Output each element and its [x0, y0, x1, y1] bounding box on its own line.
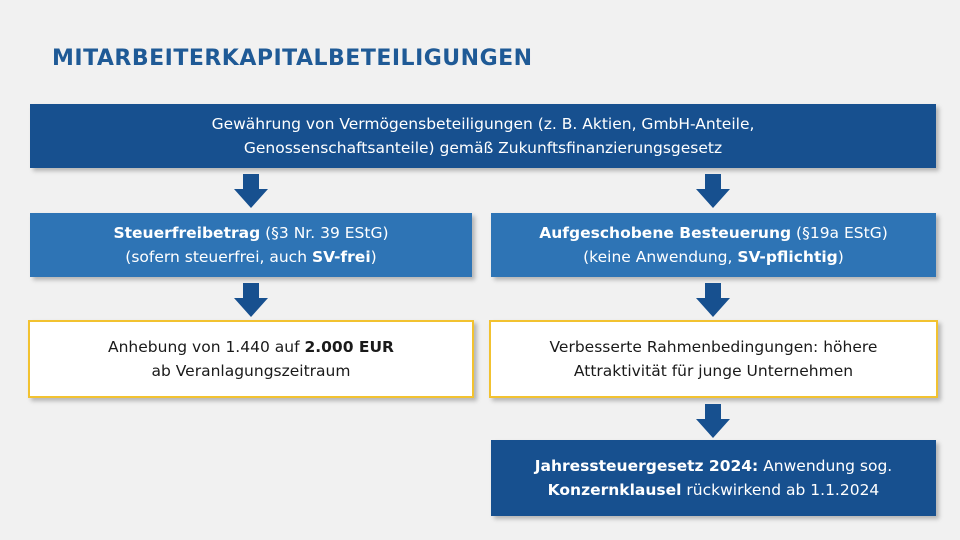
veranlagungszeitraum-text: ab Veranlagungszeitraum [151, 362, 351, 380]
arrow-down-icon [696, 404, 730, 438]
konzernklausel-rest: rückwirkend ab 1.1.2024 [681, 481, 880, 499]
aufgeschobene-besteuerung-box [491, 213, 936, 277]
top-box-line-2: Genossenschaftsanteile) gemäß Zukunftsfinanzierungsgesetz [243, 139, 723, 157]
anhebung-amount: 2.000 EUR [304, 338, 394, 356]
aufgeschobene-besteuerung-label: Aufgeschobene Besteuerung [539, 224, 792, 242]
jahressteuergesetz-box [491, 440, 936, 516]
steuerfreibetrag-box [30, 213, 472, 277]
konzernklausel-label: Konzernklausel [547, 481, 682, 499]
aufgeschobene-besteuerung-reference: (§19a EStG) [791, 224, 888, 242]
sv-pflichtig-label: SV-pflichtig [737, 248, 838, 266]
top-box-line-1: Gewährung von Vermögensbeteiligungen (z. B. Aktien, GmbH-Anteile, [211, 115, 755, 133]
jahressteuergesetz-rest: Anwendung sog. [758, 457, 893, 475]
anhebung-text: Anhebung von 1.440 auf [108, 338, 305, 356]
arrow-down-icon [696, 174, 730, 208]
top-box-zukunftsfinanzierungsgesetz [30, 104, 936, 168]
arrow-down-icon [234, 174, 268, 208]
rahmenbedingungen-box [489, 320, 938, 398]
slide-title: MITARBEITERKAPITALBETEILIGUNGEN [52, 46, 533, 71]
rahmenbedingungen-line-2: Attraktivität für junge Unternehmen [573, 362, 854, 380]
steuerfreibetrag-reference: (§3 Nr. 39 EStG) [260, 224, 389, 242]
aufgeschobene-besteuerung-note-post: ) [837, 248, 844, 266]
rahmenbedingungen-line-1: Verbesserte Rahmenbedingungen: höhere [549, 338, 878, 356]
jahressteuergesetz-label: Jahressteuergesetz 2024: [534, 457, 759, 475]
steuerfreibetrag-label: Steuerfreibetrag [113, 224, 261, 242]
arrow-down-icon [234, 283, 268, 317]
steuerfreibetrag-note-post: ) [370, 248, 377, 266]
steuerfreibetrag-note-pre: (sofern steuerfrei, auch [125, 248, 312, 266]
aufgeschobene-besteuerung-note-pre: (keine Anwendung, [583, 248, 738, 266]
freibetrag-anhebung-box [28, 320, 474, 398]
arrow-down-icon [696, 283, 730, 317]
sv-frei-label: SV-frei [311, 248, 371, 266]
